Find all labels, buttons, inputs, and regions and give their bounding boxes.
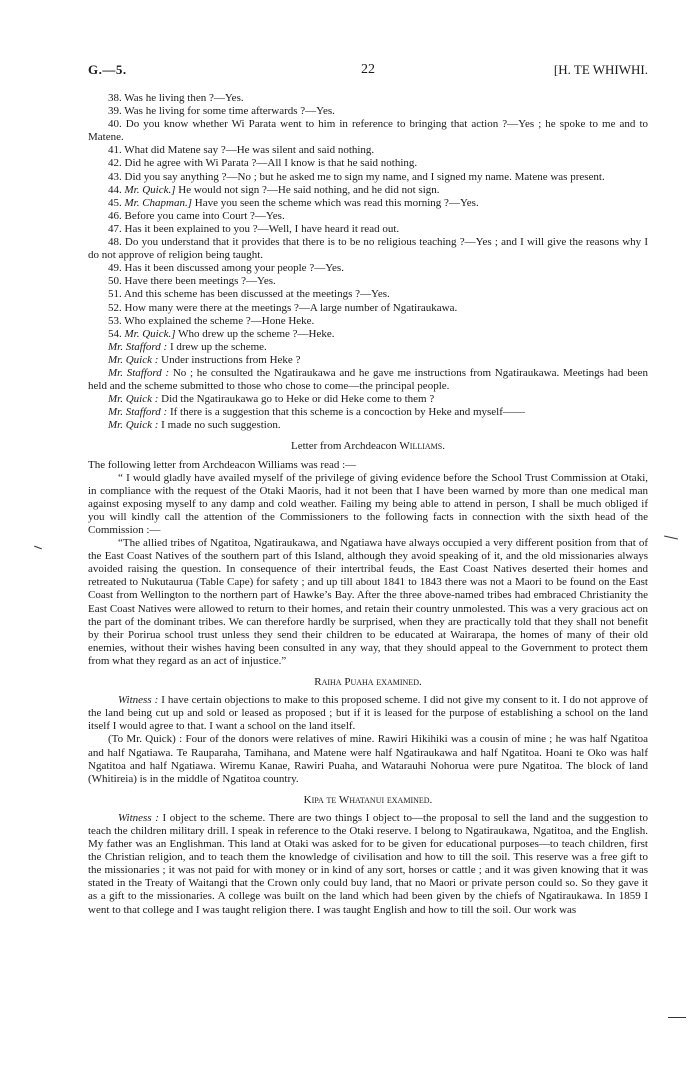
speaker: Mr. Quick : (108, 419, 159, 432)
letter-paragraph-1: “ I would gladly have availed myself of the privilege of giving evidence before the School Trust Commission at Otaki, in compliance with the request of the Otaki Maoris, had it not been that I have been warned by more than one medical man against exposing myself to any damp and cold weather. Failing my being able to attend in person, I shall be much obliged if you will kindly call the attention of the Commissioners to the following facts in connection with the sixth head of the Commission :— (88, 471, 648, 536)
question-number: 45. (108, 196, 122, 209)
speaker: Mr. Chapman.] (124, 196, 193, 209)
heading-name: Williams. (399, 440, 445, 453)
section-heading-letter (88, 440, 648, 453)
question-52: 52. How many were there at the meetings ?—A large number of Ngatiraukawa. (108, 301, 458, 314)
dialogue-text: If there is a suggestion that this scheme is a concoction by Heke and myself—— (167, 406, 525, 419)
dialogue-line (88, 393, 648, 406)
question-51: 51. And this scheme has been discussed at the meetings ?—Yes. (108, 288, 390, 301)
speaker: Mr. Quick : (108, 393, 159, 406)
raiha-quick-statement: (To Mr. Quick) : Four of the donors were relatives of mine. Rawiri Hikihiki was a cousin of mine ; he was half Ngatitoa and half Ngatiawa. Te Rauparaha, Tamihana, and Matene were half Ngatiraukawa and half Ngatitoa. Hoani te Oko was half Ngatitoa and half Ngatiawa. Wiremu Kanae, Rawiri Puaha, and Watarauhi Nohorua were pure Ngatitoa. The block of land (Whitireia) is in the middle of Ngatitoa country. (88, 733, 648, 785)
question-38: 38. Was he living then ?—Yes. (108, 92, 244, 104)
question-48: 48. Do you understand that it provides that there is to be no religious teaching ?—Yes ; and I will give the reasons why I do not approve of religion being taught. (88, 236, 648, 262)
dialogue-line (88, 367, 648, 393)
margin-mark-right-lower (668, 1017, 686, 1018)
header-reference: G.—5. (88, 62, 127, 77)
question-54 (88, 328, 648, 341)
dialogue-line (88, 341, 648, 354)
kipa-witness-statement (88, 812, 648, 917)
question-number: 54. (108, 327, 122, 340)
page-body (88, 92, 648, 917)
question-39: 39. Was he living for some time afterwards ?—Yes. (108, 105, 335, 118)
question-46: 46. Before you came into Court ?—Yes. (108, 209, 285, 222)
question-text: He would not sign ?—He said nothing, and he did not sign. (175, 183, 440, 196)
speaker: Mr. Quick : (108, 353, 159, 366)
question-53: 53. Who explained the scheme ?—Hone Heke. (108, 314, 315, 327)
dialogue-text: No ; he consulted the Ngatiraukawa and he gave me instructions from Ngatiraukawa. Meetings had been held and the scheme submitted to those who chose to come—the principal people. (88, 366, 648, 393)
question-42: 42. Did he agree with Wi Parata ?—All I know is that he said nothing. (108, 157, 418, 170)
margin-mark-right (664, 536, 678, 540)
question-50: 50. Have there been meetings ?—Yes. (108, 275, 276, 288)
page-header (88, 62, 648, 82)
statement-text: I have certain objections to make to this proposed scheme. I did not give my consent to it. I do not approve of the land being cut up and sold or leased as proposed ; but if it is leased for the purpose of establishing a school on the land itself I would agree to that. I want a school on the land itself. (88, 694, 648, 733)
witness-label: Witness : (118, 694, 159, 707)
header-witness: [H. TE WHIWHI. (553, 62, 648, 77)
question-44 (88, 184, 648, 197)
question-43: 43. Did you say anything ?—No ; but he asked me to sign my name, and I signed my name. Matene was present. (108, 170, 605, 183)
question-text: Have you seen the scheme which was read this morning ?—Yes. (192, 196, 479, 209)
raiha-witness-statement (88, 694, 648, 733)
question-47: 47. Has it been explained to you ?—Well, I have heard it read out. (108, 222, 400, 235)
witness-label: Witness : (118, 811, 159, 824)
question-49: 49. Has it been discussed among your people ?—Yes. (108, 262, 344, 275)
speaker: Mr. Quick.] (124, 183, 176, 196)
page-number: 22 (361, 62, 375, 77)
question-40: 40. Do you know whether Wi Parata went to him in reference to bringing that action ?—Yes ; he spoke to me and to Matene. (88, 118, 648, 144)
dialogue-text: Did the Ngatiraukawa go to Heke or did Heke come to them ? (158, 393, 435, 406)
question-text: Who drew up the scheme ?—Heke. (175, 327, 335, 340)
question-45 (88, 197, 648, 210)
dialogue-text: Under instructions from Heke ? (158, 353, 301, 366)
margin-mark-left (34, 546, 42, 550)
question-41: 41. What did Matene say ?—He was silent and said nothing. (108, 144, 375, 157)
speaker: Mr. Stafford : (108, 340, 168, 353)
dialogue-text: I made no such suggestion. (158, 419, 281, 432)
section-heading-raiha: Raiha Puaha examined. (314, 676, 422, 689)
speaker: Mr. Stafford : (108, 366, 170, 379)
question-number: 44. (108, 183, 122, 196)
heading-text: Letter from Archdeacon (291, 440, 400, 453)
letter-intro: The following letter from Archdeacon Williams was read :— (88, 458, 357, 471)
speaker: Mr. Stafford : (108, 406, 168, 419)
dialogue-text: I drew up the scheme. (167, 340, 267, 353)
section-heading-kipa: Kipa te Whatanui examined. (303, 793, 433, 806)
dialogue-line (88, 406, 648, 419)
speaker: Mr. Quick.] (124, 327, 176, 340)
statement-text: I object to the scheme. There are two things I object to—the proposal to sell the land and the suggestion to teach the children military drill. I speak in reference to the Otaki reserve. I belong to Ngatiraukawa, Ngatitoa, and the English. My father was an Englishman. This land at Otaki was asked for to be given for educational purposes—to teach children, first the Christian religion, and to teach them the knowledge of civilisation and how to till the soil. This reserve was a free gift to the missionaries ; it was not paid for with money or in kind of any sort, horses or cattle ; and it was given knowing that it was stated in the Treaty of Waitangi that the Crown only could buy land, that no Maori or private person could so. So they gave it as a gift to the missionaries. A college was built on the land which had been given by the chiefs of Ngatiraukawa. In 1859 I went to that college and I was taught religion there. I was taught English and how to till the soil. Our work was (88, 811, 648, 916)
dialogue-line (88, 354, 648, 367)
letter-paragraph-2: “The allied tribes of Ngatitoa, Ngatiraukawa, and Ngatiawa have always occupied a very different position from that of the East Coast Natives of the southern part of this Island, although they avoid speaking of it, and the old missionaries always avoided raising the question. In consequence of their intertribal feuds, the East Coast Natives deserted their homes and retreated to Nukutaurua (Table Cape) for safety ; and up till about 1841 to 1843 there was not a Maori to be found on the East Coast from Wellington to the northern part of Hawke’s Bay. After the three above-named tribes had embraced Christianity the East Coast Natives were allowed to return to their homes, and retain their country unmolested. This was a very gracious act on the part of the dominant tribes. We can therefore hardly be surprised, when they are practically told that they shall not benefit by their Porirua school trust unless they send their children to be educated at Wairarapa, the homes of many of their old enemies, without their wishes having been consulted in any way, that they should appeal to the Government to protect them from what they regard as an act of injustice.” (88, 537, 648, 667)
dialogue-line (88, 419, 648, 432)
